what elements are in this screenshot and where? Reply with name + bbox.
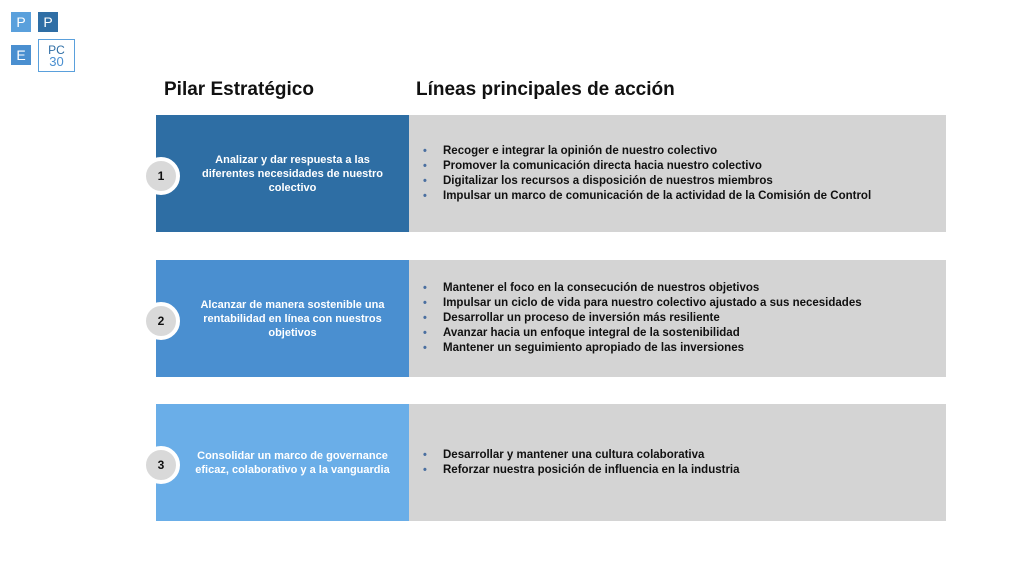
- ppe-pc30-logo: [11, 12, 75, 72]
- number-badge-3: 3: [142, 446, 180, 484]
- actions-box-2: [409, 260, 946, 377]
- action-item: • Digitalizar los recursos a disposición de nuestros miembros: [423, 174, 946, 189]
- pillar-box-1: [156, 115, 409, 232]
- pillar-box-3: [156, 404, 409, 521]
- action-item: • Impulsar un ciclo de vida para nuestro colectivo ajustado a sus necesidades: [423, 296, 946, 311]
- action-item: • Mantener el foco en la consecución de nuestros objetivos: [423, 281, 946, 296]
- logo-letter-p1: P: [11, 12, 31, 32]
- pillar-text-1: Analizar y dar respuesta a las diferentes necesidades de nuestro colectivo: [202, 153, 383, 194]
- actions-list-1: [409, 144, 946, 204]
- action-item: • Desarrollar y mantener una cultura colaborativa: [423, 448, 946, 463]
- pillar-row-1: [156, 115, 946, 232]
- logo-pc: PC: [48, 42, 65, 57]
- pillar-text-2: Alcanzar de manera sostenible una rentabilidad en línea con nuestros objetivos: [200, 298, 385, 339]
- number-badge-1: 1: [142, 157, 180, 195]
- action-item: • Impulsar un marco de comunicación de la actividad de la Comisión de Control: [423, 189, 946, 204]
- actions-box-3: [409, 404, 946, 521]
- actions-list-2: [409, 281, 946, 356]
- header-lineas: Líneas principales de acción: [416, 79, 675, 100]
- action-item: • Desarrollar un proceso de inversión más resiliente: [423, 311, 946, 326]
- action-item: • Reforzar nuestra posición de influencia en la industria: [423, 463, 946, 478]
- actions-list-3: [409, 448, 946, 478]
- pillar-box-2: [156, 260, 409, 377]
- action-item: • Promover la comunicación directa hacia nuestro colectivo: [423, 159, 946, 174]
- logo-num: 30: [49, 53, 64, 69]
- actions-box-1: [409, 115, 946, 232]
- action-item: • Mantener un seguimiento apropiado de las inversiones: [423, 341, 946, 356]
- logo-pc30: [38, 39, 75, 72]
- logo-letter-p2: P: [38, 12, 58, 32]
- logo-letter-e: E: [11, 45, 31, 65]
- pillar-row-2: [156, 260, 946, 377]
- action-item: • Recoger e integrar la opinión de nuestro colectivo: [423, 144, 946, 159]
- header-pilar: Pilar Estratégico: [164, 79, 314, 100]
- pillar-text-3: Consolidar un marco de governance eficaz, colaborativo y a la vanguardia: [195, 449, 390, 476]
- number-badge-2: 2: [142, 302, 180, 340]
- pillar-row-3: [156, 404, 946, 521]
- action-item: • Avanzar hacia un enfoque integral de la sostenibilidad: [423, 326, 946, 341]
